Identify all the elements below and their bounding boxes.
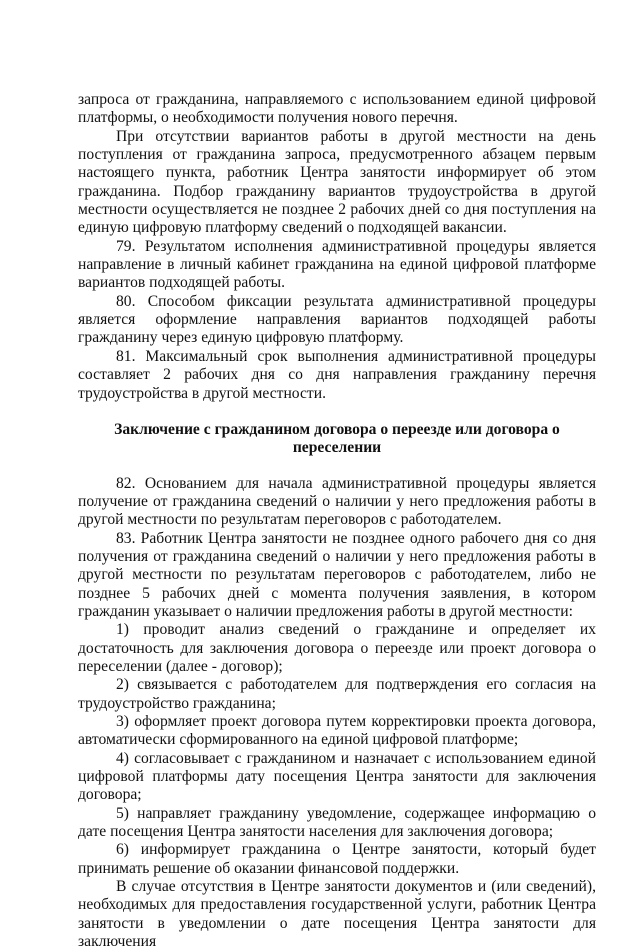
list-item-3: 3) оформляет проект договора путем корректировки проекта договора, автоматически сформированного на единой цифровой платформе; (78, 713, 596, 749)
paragraph: При отсутствии вариантов работы в другой местности на день поступления от гражданина запроса, предусмотренного абзацем первым настоящего пункта, работник Центра занятости информирует об этом гражданина. Подбор гражданину вариантов трудоустройства в другой местности осуществляется не позднее 2 рабочих дней со дня поступления на единую цифровую платформу сведений о подходящей вакансии. (78, 127, 596, 237)
list-item-6: 6) информирует гражданина о Центре занятости, который будет принимать решение об оказании финансовой поддержки. (78, 841, 596, 877)
paragraph-continuation: запроса от гражданина, направляемого с использованием единой цифровой платформы, о необходимости получения нового перечня. (78, 91, 596, 127)
paragraph-80: 80. Способом фиксации результата административной процедуры является оформление направления вариантов подходящей работы гражданину через единую цифровую платформу. (78, 292, 596, 347)
paragraph-82: 82. Основанием для начала административной процедуры является получение от гражданина сведений о наличии у него предложения работы в другой местности по результатам переговоров с работодателем. (78, 474, 596, 529)
paragraph-83: 83. Работник Центра занятости не позднее одного рабочего дня со дня получения от гражданина сведений о наличии у него предложения работы в другой местности по результатам переговоров с работодателем, либо не позднее 5 рабочих дней с момента получения заявления, в котором гражданин указывает о наличии предложения работы в другой местности: (78, 529, 596, 620)
list-item-5: 5) направляет гражданину уведомление, содержащее информацию о дате посещения Центра занятости населения для заключения договора; (78, 804, 596, 841)
paragraph-final: В случае отсутствия в Центре занятости документов и (или сведений), необходимых для предоставления государственной услуги, работник Центра занятости в уведомлении о дате посещения Центра занятости для заключения (78, 878, 596, 951)
paragraph-81: 81. Максимальный срок выполнения административной процедуры составляет 2 рабочих дня со дня направления гражданину перечня трудоустройства в другой местности. (78, 347, 596, 402)
section-heading: Заключение с гражданином договора о переезде или договора о переселении (114, 420, 560, 457)
list-item-2: 2) связывается с работодателем для подтверждения его согласия на трудоустройство гражданина; (78, 676, 596, 712)
list-item-1: 1) проводит анализ сведений о гражданине и определяет их достаточность для заключения договора о переезде или проект договора о переселении (далее - договор); (78, 621, 596, 675)
list-item-4: 4) согласовывает с гражданином и назначает с использованием единой цифровой платформы дату посещения Центра занятости для заключения договора; (78, 749, 596, 804)
paragraph-79: 79. Результатом исполнения административной процедуры является направление в личный кабинет гражданина на единой цифровой платформе вариантов подходящей работы. (78, 237, 596, 292)
